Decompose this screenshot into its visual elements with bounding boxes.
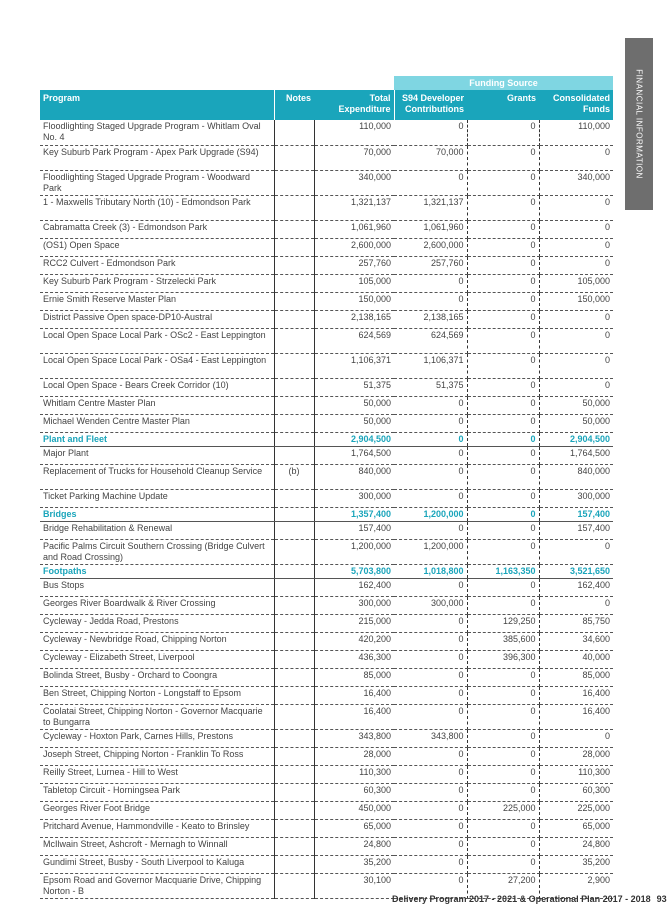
table-row [40,378,613,396]
cell-notes [274,650,314,668]
cell-developer: 0 [394,578,467,596]
column-header-row [40,90,613,120]
cell-program: Pacific Palms Circuit Southern Crossing (Bridge Culvert and Road Crossing) [40,539,274,564]
cell-program: Cycleway - Newbridge Road, Chipping Norton [40,632,274,650]
cell-total: 215,000 [314,614,394,632]
cell-consolidated: 0 [539,220,613,238]
cell-total: 85,000 [314,668,394,686]
cell-developer: 343,800 [394,729,467,747]
cell-notes [274,353,314,378]
cell-notes [274,396,314,414]
cell-program: Bolinda Street, Busby - Orchard to Coongra [40,668,274,686]
cell-notes [274,170,314,195]
cell-program: Bridges [40,507,274,521]
cell-program: Key Suburb Park Program - Apex Park Upgrade (S94) [40,145,274,170]
cell-grants: 0 [467,238,539,256]
table-row [40,292,613,310]
cell-consolidated: 85,000 [539,668,613,686]
cell-notes [274,328,314,353]
cell-grants: 27,200 [467,873,539,898]
cell-consolidated: 65,000 [539,819,613,837]
cell-notes [274,837,314,855]
cell-developer: 624,569 [394,328,467,353]
col-total: Total Expenditure [314,90,394,120]
cell-consolidated: 110,300 [539,765,613,783]
cell-notes [274,292,314,310]
cell-total: 450,000 [314,801,394,819]
cell-developer: 0 [394,521,467,539]
table-row [40,729,613,747]
capital-works-table [40,76,613,899]
cell-program: Local Open Space Local Park - OSc2 - East Leppington [40,328,274,353]
cell-notes [274,220,314,238]
table-row [40,801,613,819]
cell-program: Cycleway - Hoxton Park, Carnes Hills, Prestons [40,729,274,747]
cell-consolidated: 50,000 [539,396,613,414]
cell-notes [274,747,314,765]
section-side-tab-label: FINANCIAL INFORMATION [634,69,644,179]
cell-grants: 0 [467,256,539,274]
cell-developer: 0 [394,446,467,464]
cell-total: 1,061,960 [314,220,394,238]
cell-program: Major Plant [40,446,274,464]
cell-consolidated: 0 [539,353,613,378]
cell-developer: 70,000 [394,145,467,170]
category-heading-row [40,432,613,446]
cell-grants: 0 [467,596,539,614]
capital-works-table-container [40,76,613,899]
cell-grants: 0 [467,837,539,855]
cell-developer: 2,138,165 [394,310,467,328]
cell-consolidated: 0 [539,195,613,220]
cell-notes [274,704,314,729]
cell-consolidated: 2,900 [539,873,613,898]
cell-developer: 0 [394,274,467,292]
cell-program: Joseph Street, Chipping Norton - Franklin To Ross [40,747,274,765]
cell-program: Ticket Parking Machine Update [40,489,274,507]
footer-title: Delivery Program 2017 - 2021 & Operational Plan 2017 - 2018 [392,894,651,904]
cell-total: 162,400 [314,578,394,596]
cell-grants: 0 [467,521,539,539]
table-row [40,145,613,170]
cell-notes [274,120,314,145]
cell-grants: 0 [467,414,539,432]
cell-developer: 0 [394,668,467,686]
funding-source-row [40,76,613,90]
cell-consolidated: 300,000 [539,489,613,507]
cell-program: Cabramatta Creek (3) - Edmondson Park [40,220,274,238]
table-body [40,120,613,898]
cell-notes [274,310,314,328]
cell-developer: 300,000 [394,596,467,614]
cell-consolidated: 34,600 [539,632,613,650]
cell-grants: 0 [467,464,539,489]
cell-notes [274,564,314,578]
cell-total: 300,000 [314,596,394,614]
cell-total: 1,106,371 [314,353,394,378]
cell-grants: 0 [467,378,539,396]
cell-consolidated: 0 [539,145,613,170]
table-row [40,521,613,539]
cell-program: (OS1) Open Space [40,238,274,256]
cell-consolidated: 0 [539,310,613,328]
cell-program: Georges River Boardwalk & River Crossing [40,596,274,614]
cell-notes [274,539,314,564]
table-row [40,819,613,837]
cell-developer: 0 [394,686,467,704]
table-row [40,195,613,220]
cell-grants: 0 [467,292,539,310]
cell-consolidated: 35,200 [539,855,613,873]
cell-developer: 0 [394,855,467,873]
table-row [40,274,613,292]
cell-grants: 0 [467,170,539,195]
cell-program: McIlwain Street, Ashcroft - Mernagh to Winnall [40,837,274,855]
cell-total: 157,400 [314,521,394,539]
cell-grants: 0 [467,507,539,521]
cell-total: 840,000 [314,464,394,489]
cell-developer: 0 [394,650,467,668]
cell-notes [274,378,314,396]
cell-developer: 1,321,137 [394,195,467,220]
cell-notes [274,238,314,256]
table-row [40,120,613,145]
cell-developer: 1,200,000 [394,539,467,564]
cell-developer: 1,106,371 [394,353,467,378]
cell-total: 51,375 [314,378,394,396]
table-row [40,650,613,668]
cell-consolidated: 105,000 [539,274,613,292]
cell-consolidated: 16,400 [539,704,613,729]
table-row [40,256,613,274]
cell-program: 1 - Maxwells Tributary North (10) - Edmondson Park [40,195,274,220]
cell-consolidated: 1,764,500 [539,446,613,464]
cell-developer: 2,600,000 [394,238,467,256]
cell-total: 35,200 [314,855,394,873]
table-row [40,396,613,414]
cell-developer: 51,375 [394,378,467,396]
cell-notes [274,614,314,632]
cell-grants: 0 [467,855,539,873]
cell-notes [274,855,314,873]
cell-program: Bridge Rehabilitation & Renewal [40,521,274,539]
page-footer [392,894,667,904]
cell-program: Reilly Street, Lurnea - Hill to West [40,765,274,783]
cell-total: 70,000 [314,145,394,170]
cell-consolidated: 157,400 [539,521,613,539]
cell-program: Michael Wenden Centre Master Plan [40,414,274,432]
table-row [40,783,613,801]
cell-total: 340,000 [314,170,394,195]
cell-program: Gundimi Street, Busby - South Liverpool to Kaluga [40,855,274,873]
cell-program: RCC2 Culvert - Edmondson Park [40,256,274,274]
cell-consolidated: 0 [539,238,613,256]
table-row [40,539,613,564]
cell-developer: 0 [394,614,467,632]
cell-total: 16,400 [314,686,394,704]
cell-program: Cycleway - Elizabeth Street, Liverpool [40,650,274,668]
cell-consolidated: 60,300 [539,783,613,801]
table-row [40,855,613,873]
cell-consolidated: 0 [539,539,613,564]
cell-notes [274,145,314,170]
cell-notes [274,432,314,446]
cell-total: 1,321,137 [314,195,394,220]
cell-grants: 0 [467,432,539,446]
cell-grants: 0 [467,353,539,378]
cell-grants: 0 [467,489,539,507]
cell-notes [274,596,314,614]
cell-grants: 0 [467,195,539,220]
cell-developer: 1,018,800 [394,564,467,578]
cell-consolidated: 0 [539,596,613,614]
cell-consolidated: 3,521,650 [539,564,613,578]
cell-notes [274,873,314,898]
cell-notes [274,507,314,521]
cell-consolidated: 0 [539,328,613,353]
section-side-tab [625,38,653,210]
cell-consolidated: 157,400 [539,507,613,521]
cell-grants: 0 [467,668,539,686]
cell-consolidated: 0 [539,378,613,396]
cell-program: Tabletop Circuit - Horningsea Park [40,783,274,801]
cell-program: Cycleway - Jedda Road, Prestons [40,614,274,632]
cell-total: 110,300 [314,765,394,783]
cell-consolidated: 85,750 [539,614,613,632]
cell-program: Ernie Smith Reserve Master Plan [40,292,274,310]
cell-total: 16,400 [314,704,394,729]
cell-total: 65,000 [314,819,394,837]
cell-consolidated: 28,000 [539,747,613,765]
cell-grants: 0 [467,704,539,729]
table-row [40,353,613,378]
table-row [40,238,613,256]
cell-program: Footpaths [40,564,274,578]
cell-grants: 0 [467,120,539,145]
cell-grants: 129,250 [467,614,539,632]
cell-notes: (b) [274,464,314,489]
table-row [40,489,613,507]
table-row [40,837,613,855]
cell-consolidated: 24,800 [539,837,613,855]
cell-developer: 0 [394,632,467,650]
cell-total: 150,000 [314,292,394,310]
cell-grants: 0 [467,539,539,564]
cell-developer: 0 [394,873,467,898]
cell-developer: 0 [394,819,467,837]
cell-grants: 385,600 [467,632,539,650]
cell-developer: 0 [394,120,467,145]
cell-grants: 0 [467,765,539,783]
table-row [40,310,613,328]
cell-grants: 0 [467,145,539,170]
cell-developer: 0 [394,837,467,855]
cell-total: 50,000 [314,414,394,432]
cell-developer: 1,200,000 [394,507,467,521]
table-row [40,170,613,195]
table-row [40,704,613,729]
cell-notes [274,632,314,650]
cell-developer: 0 [394,292,467,310]
cell-notes [274,801,314,819]
cell-developer: 0 [394,170,467,195]
cell-total: 60,300 [314,783,394,801]
cell-developer: 0 [394,801,467,819]
cell-program: Georges River Foot Bridge [40,801,274,819]
cell-program: Key Suburb Park Program - Strzelecki Park [40,274,274,292]
cell-grants: 0 [467,578,539,596]
cell-program: Floodlighting Staged Upgrade Program - Whitlam Oval No. 4 [40,120,274,145]
cell-total: 420,200 [314,632,394,650]
cell-notes [274,783,314,801]
cell-notes [274,668,314,686]
cell-notes [274,195,314,220]
col-developer: S94 Developer Contributions [394,90,467,120]
cell-total: 343,800 [314,729,394,747]
cell-grants: 0 [467,819,539,837]
cell-grants: 0 [467,686,539,704]
cell-developer: 257,760 [394,256,467,274]
table-row [40,578,613,596]
table-row [40,446,613,464]
col-notes: Notes [274,90,314,120]
cell-total: 300,000 [314,489,394,507]
cell-grants: 225,000 [467,801,539,819]
col-grants: Grants [467,90,539,120]
cell-developer: 0 [394,414,467,432]
cell-consolidated: 50,000 [539,414,613,432]
col-program: Program [40,90,274,120]
cell-program: Epsom Road and Governor Macquarie Drive, Chipping Norton - B [40,873,274,898]
cell-grants: 0 [467,274,539,292]
cell-total: 110,000 [314,120,394,145]
cell-program: Whitlam Centre Master Plan [40,396,274,414]
category-heading-row [40,507,613,521]
cell-total: 1,357,400 [314,507,394,521]
cell-program: Replacement of Trucks for Household Cleanup Service [40,464,274,489]
cell-developer: 0 [394,432,467,446]
cell-developer: 0 [394,765,467,783]
cell-total: 2,904,500 [314,432,394,446]
cell-total: 1,764,500 [314,446,394,464]
cell-program: Local Open Space - Bears Creek Corridor (10) [40,378,274,396]
cell-grants: 396,300 [467,650,539,668]
cell-notes [274,686,314,704]
cell-total: 28,000 [314,747,394,765]
cell-consolidated: 840,000 [539,464,613,489]
cell-consolidated: 162,400 [539,578,613,596]
cell-notes [274,489,314,507]
table-row [40,686,613,704]
cell-notes [274,521,314,539]
cell-grants: 0 [467,446,539,464]
col-consolidated: Consolidated Funds [539,90,613,120]
cell-developer: 0 [394,464,467,489]
cell-total: 624,569 [314,328,394,353]
cell-total: 2,138,165 [314,310,394,328]
cell-notes [274,256,314,274]
cell-developer: 0 [394,396,467,414]
table-row [40,614,613,632]
cell-consolidated: 2,904,500 [539,432,613,446]
cell-notes [274,819,314,837]
table-row [40,220,613,238]
cell-program: Ben Street, Chipping Norton - Longstaff to Epsom [40,686,274,704]
cell-program: Coolatai Street, Chipping Norton - Governor Macquarie to Bungarra [40,704,274,729]
cell-program: Pritchard Avenue, Hammondville - Keato to Brinsley [40,819,274,837]
funding-source-header: Funding Source [394,76,613,90]
table-row [40,747,613,765]
cell-grants: 0 [467,310,539,328]
cell-total: 436,300 [314,650,394,668]
cell-program: Bus Stops [40,578,274,596]
cell-grants: 0 [467,328,539,353]
cell-total: 24,800 [314,837,394,855]
cell-consolidated: 0 [539,256,613,274]
cell-program: Floodlighting Staged Upgrade Program - Woodward Park [40,170,274,195]
cell-grants: 0 [467,220,539,238]
cell-grants: 0 [467,729,539,747]
cell-total: 50,000 [314,396,394,414]
cell-grants: 0 [467,396,539,414]
cell-consolidated: 150,000 [539,292,613,310]
table-row [40,765,613,783]
page-number: 93 [656,894,667,904]
cell-consolidated: 16,400 [539,686,613,704]
cell-program: Local Open Space Local Park - OSa4 - East Leppington [40,353,274,378]
table-row [40,632,613,650]
cell-developer: 1,061,960 [394,220,467,238]
cell-program: Plant and Fleet [40,432,274,446]
cell-notes [274,414,314,432]
table-row [40,414,613,432]
cell-developer: 0 [394,747,467,765]
cell-developer: 0 [394,704,467,729]
cell-program: District Passive Open space-DP10-Austral [40,310,274,328]
table-row [40,328,613,353]
cell-grants: 0 [467,783,539,801]
table-row [40,464,613,489]
cell-grants: 0 [467,747,539,765]
cell-total: 1,200,000 [314,539,394,564]
funding-source-spacer [40,76,394,90]
cell-notes [274,446,314,464]
cell-notes [274,765,314,783]
cell-notes [274,729,314,747]
cell-total: 105,000 [314,274,394,292]
table-row [40,668,613,686]
cell-consolidated: 0 [539,729,613,747]
cell-developer: 0 [394,489,467,507]
cell-total: 2,600,000 [314,238,394,256]
cell-developer: 0 [394,783,467,801]
cell-notes [274,274,314,292]
cell-consolidated: 225,000 [539,801,613,819]
table-row [40,596,613,614]
cell-total: 5,703,800 [314,564,394,578]
cell-notes [274,578,314,596]
cell-consolidated: 40,000 [539,650,613,668]
cell-grants: 1,163,350 [467,564,539,578]
cell-total: 257,760 [314,256,394,274]
category-heading-row [40,564,613,578]
cell-total: 30,100 [314,873,394,898]
cell-consolidated: 110,000 [539,120,613,145]
cell-consolidated: 340,000 [539,170,613,195]
